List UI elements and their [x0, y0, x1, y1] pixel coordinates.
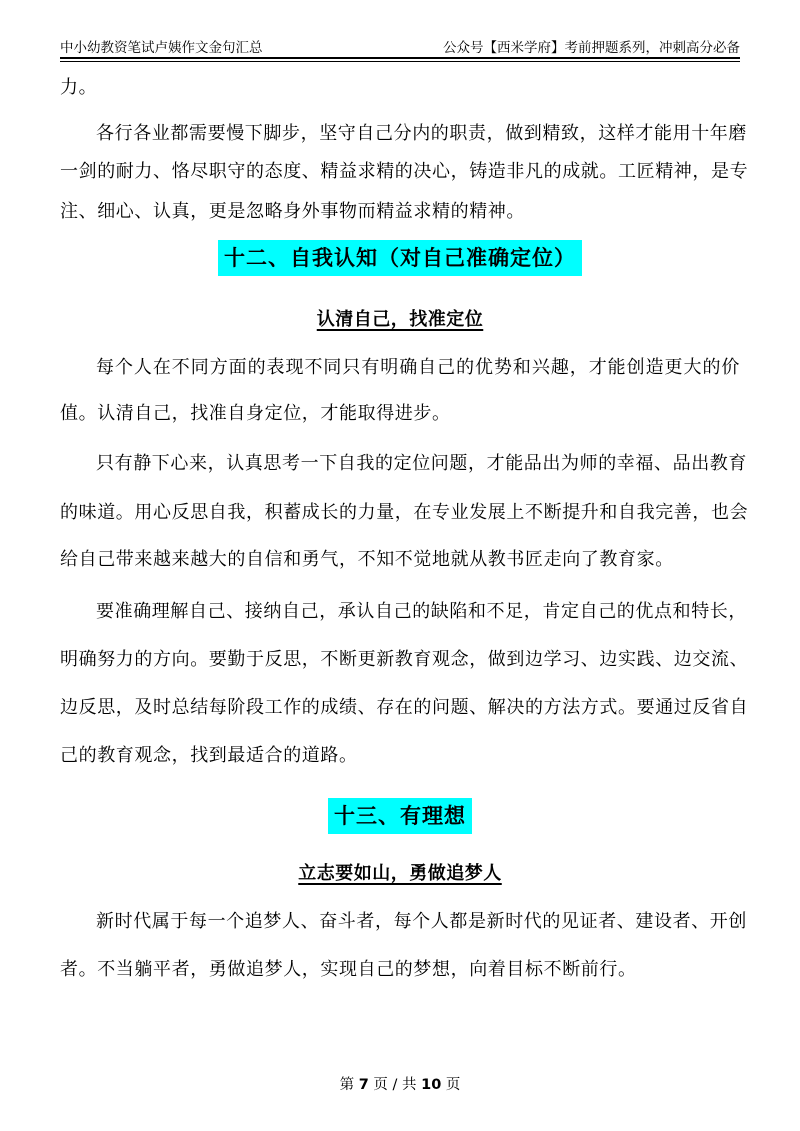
footer-page-number: 7 [358, 1077, 369, 1093]
text-line: 边反思，及时总结每阶段工作的成绩、存在的问题、解决的方法方式。要通过反省自 [60, 697, 749, 718]
footer-suffix: 页 [445, 1077, 461, 1093]
header-left-title: 中小幼教资笔试卢姨作文金句汇总 [60, 40, 263, 56]
text-line: 的味道。用心反思自我，积蓄成长的力量，在专业发展上不断提升和自我完善，也会 [60, 502, 749, 523]
text-line: 值。认清自己，找准自身定位，才能取得进步。 [60, 403, 451, 424]
page-footer [0, 1073, 800, 1094]
section-heading-text: 十二、自我认知（对自己准确定位） [218, 240, 582, 276]
text-line: 给自己带来越来越大的自信和勇气，不知不觉地就从教书匠走向了教育家。 [60, 549, 674, 570]
text-line: 明确努力的方向。要勤于反思，不断更新教育观念，做到边学习、边实践、边交流、 [60, 649, 749, 670]
header-rule-thin [60, 61, 740, 62]
section-heading-12 [0, 240, 800, 276]
text-line: 每个人在不同方面的表现不同只有明确自己的优势和兴趣，才能创造更大的价 [96, 357, 740, 378]
text-line: 一剑的耐力、恪尽职守的态度、精益求精的决心，铸造非凡的成就。工匠精神，是专 [60, 161, 749, 182]
subheading-text: 立志要如山，勇做追梦人 [298, 863, 502, 884]
footer-prefix: 第 [339, 1077, 355, 1093]
footer-total-pages: 10 [421, 1077, 442, 1093]
subheading-13 [0, 862, 800, 886]
text-line: 只有静下心来，认真思考一下自我的定位问题，才能品出为师的幸福、品出教育 [96, 453, 747, 474]
text-line: 要准确理解自己、接纳自己，承认自己的缺陷和不足，肯定自己的优点和特长， [96, 601, 747, 622]
section-heading-13 [0, 798, 800, 834]
text-line: 新时代属于每一个追梦人、奋斗者，每个人都是新时代的见证者、建设者、开创 [96, 911, 747, 932]
text-line: 者。不当躺平者，勇做追梦人，实现自己的梦想，向着目标不断前行。 [60, 959, 637, 980]
subheading-text: 认清自己，找准定位 [316, 309, 484, 330]
section-heading-text: 十三、有理想 [328, 798, 472, 834]
text-line: 己的教育观念，找到最适合的道路。 [60, 745, 358, 766]
subheading-12 [0, 308, 800, 332]
text-line: 注、细心、认真，更是忽略身外事物而精益求精的精神。 [60, 201, 525, 222]
text-line: 各行各业都需要慢下脚步，坚守自己分内的职责，做到精致，这样才能用十年磨 [96, 123, 747, 144]
page-header [60, 36, 740, 56]
header-right-title: 公众号【西米学府】考前押题系列，冲刺高分必备 [443, 40, 740, 56]
text-line: 力。 [60, 77, 98, 98]
footer-mid: 页 / 共 [373, 1077, 417, 1093]
header-rule-thick [60, 57, 740, 59]
